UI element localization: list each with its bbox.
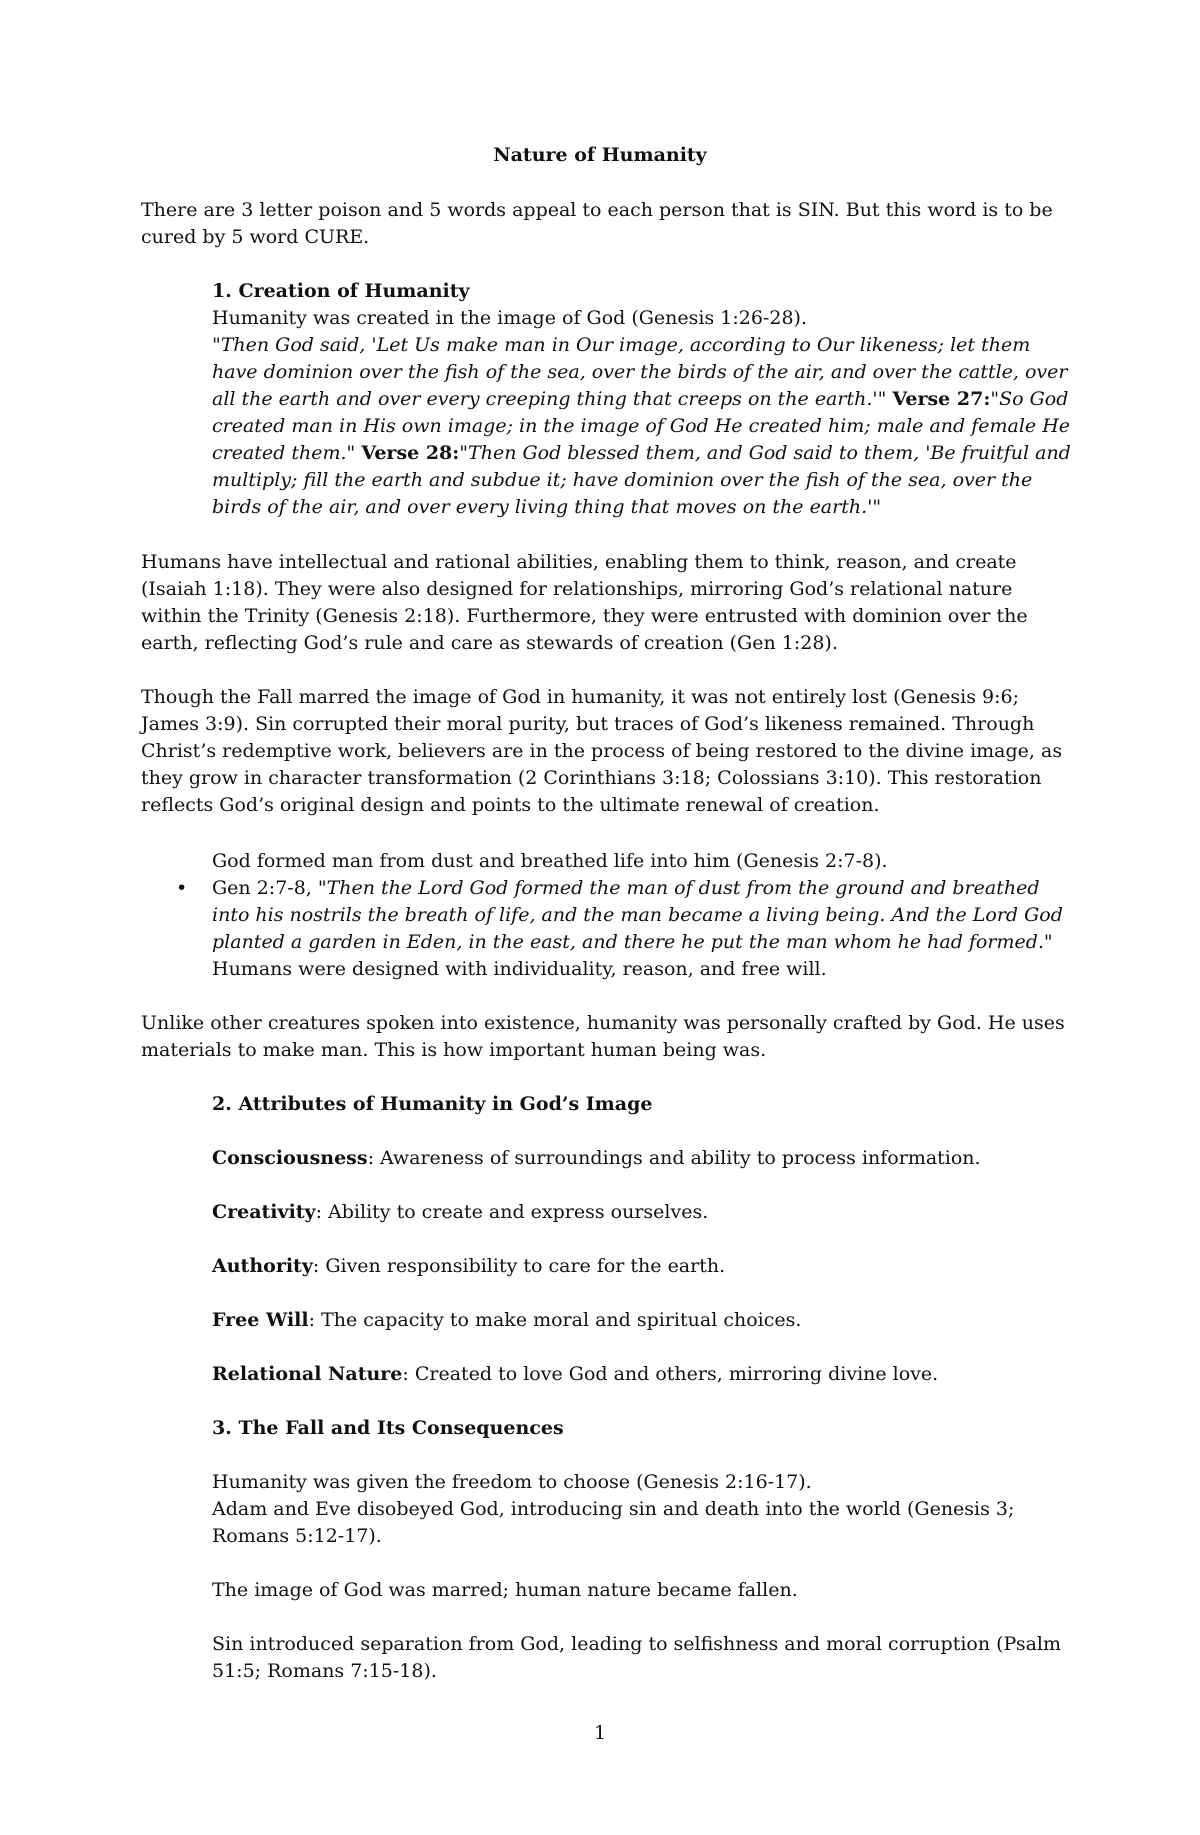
fall-line-freedom: Humanity was given the freedom to choose (Genesis 2:16-17). (212, 1471, 812, 1493)
fall-line-disobeyed: Adam and Eve disobeyed God, introducing sin and death into the world (Genesis 3; Romans 5:12-17). (212, 1498, 1015, 1547)
attribute-term: Consciousness (212, 1147, 368, 1169)
attribute-term: Free Will (212, 1309, 309, 1331)
genesis-quote-28: "Then God blessed them, and God said to them, 'Be fruitful and multiply; fill the earth and subdue it; have dominion over the fish of the sea, over the birds of the air, and over every living thing that moves on the earth.'" (212, 442, 1071, 518)
bullet-line-formed: God formed man from dust and breathed life into him (Genesis 2:7-8). (212, 850, 888, 872)
section-heading-fall: 3. The Fall and Its Consequences (212, 1417, 564, 1439)
attribute-item (212, 1361, 1072, 1388)
bullet-content (212, 848, 1072, 983)
attribute-desc: : The capacity to make moral and spiritual choices. (308, 1309, 802, 1331)
attribute-desc: : Given responsibility to care for the earth. (312, 1255, 726, 1277)
attribute-desc: : Created to love God and others, mirroring divine love. (402, 1363, 939, 1385)
creation-lead: Humanity was created in the image of God (Genesis 1:26-28). (212, 307, 807, 329)
section-heading-creation: 1. Creation of Humanity (212, 280, 470, 302)
fall-line-marred: The image of God was marred; human nature became fallen. (212, 1579, 798, 1601)
genesis-quote-27: "So God created man in His own image; in the image of God He created him; male and female He created them." (212, 388, 1071, 464)
attribute-item (212, 1145, 1072, 1172)
section-heading-attributes: 2. Attributes of Humanity in God’s Image (212, 1093, 653, 1115)
attribute-term: Authority (212, 1255, 313, 1277)
fall-line-separation: Sin introduced separation from God, leading to selfishness and moral corruption (Psalm 51:5; Romans 7:15-18). (212, 1633, 1061, 1682)
bullet-line-designed: Humans were designed with individuality, reason, and free will. (212, 958, 827, 980)
bullet-ref: Gen 2:7-8, (212, 877, 318, 899)
abilities-paragraph: Humans have intellectual and rational abilities, enabling them to think, reason, and create (Isaiah 1:18). They were also designed for relationships, mirroring God’s relational nature within the Trinity (Genesis 2:18). Furthermore, they were entrusted with dominion over the earth, reflecting God’s rule and care as stewards of creation (Gen 1:28). (141, 551, 1028, 654)
creation-quote (212, 332, 1072, 521)
attribute-term: Creativity (212, 1201, 316, 1223)
attribute-item (212, 1307, 1072, 1334)
attribute-term: Relational Nature (212, 1363, 403, 1385)
section-creation (212, 278, 1072, 521)
page-title: Nature of Humanity (493, 144, 707, 166)
attribute-desc: : Awareness of surroundings and ability to process information. (367, 1147, 981, 1169)
crafted-paragraph: Unlike other creatures spoken into existence, humanity was personally crafted by God. He uses materials to make man. This is how important human being was. (141, 1012, 1065, 1061)
page-number: 1 (593, 1722, 607, 1744)
section-attributes (212, 1091, 1072, 1388)
attribute-desc: : Ability to create and express ourselves. (315, 1201, 709, 1223)
attribute-item (212, 1199, 1072, 1226)
verse27-label: Verse 27: (892, 388, 991, 410)
genesis-quote-26: "Then God said, 'Let Us make man in Our image, according to Our likeness; let them have dominion over the fish of the sea, over the birds of the air, and over the cattle, over all the earth and over every creeping thing that creeps on the earth.'" (212, 334, 1068, 410)
section-fall (212, 1415, 1072, 1685)
bullet-quote: "Then the Lord God formed the man of dust from the ground and breathed into his nostrils the breath of life, and the man became a living being. And the Lord God planted a garden in Eden, in the east, and there he put the man whom he had formed." (212, 877, 1063, 953)
bullet-marker: • (176, 877, 188, 899)
intro-paragraph: There are 3 letter poison and 5 words appeal to each person that is SIN. But this word is to be cured by 5 word CURE. (141, 199, 1053, 248)
fall-paragraph: Though the Fall marred the image of God in humanity, it was not entirely lost (Genesis 9:6; James 3:9). Sin corrupted their moral purity, but traces of God’s likeness remained. Through Christ’s redemptive work, believers are in the process of being restored to the divine image, as they grow in character transformation (2 Corinthians 3:18; Colossians 3:10). This restoration reflects God’s original design and points to the ultimate renewal of creation. (141, 686, 1063, 816)
attribute-item (212, 1253, 1072, 1280)
verse28-label: Verse 28: (361, 442, 460, 464)
bullet-genesis-quote (212, 875, 1072, 956)
